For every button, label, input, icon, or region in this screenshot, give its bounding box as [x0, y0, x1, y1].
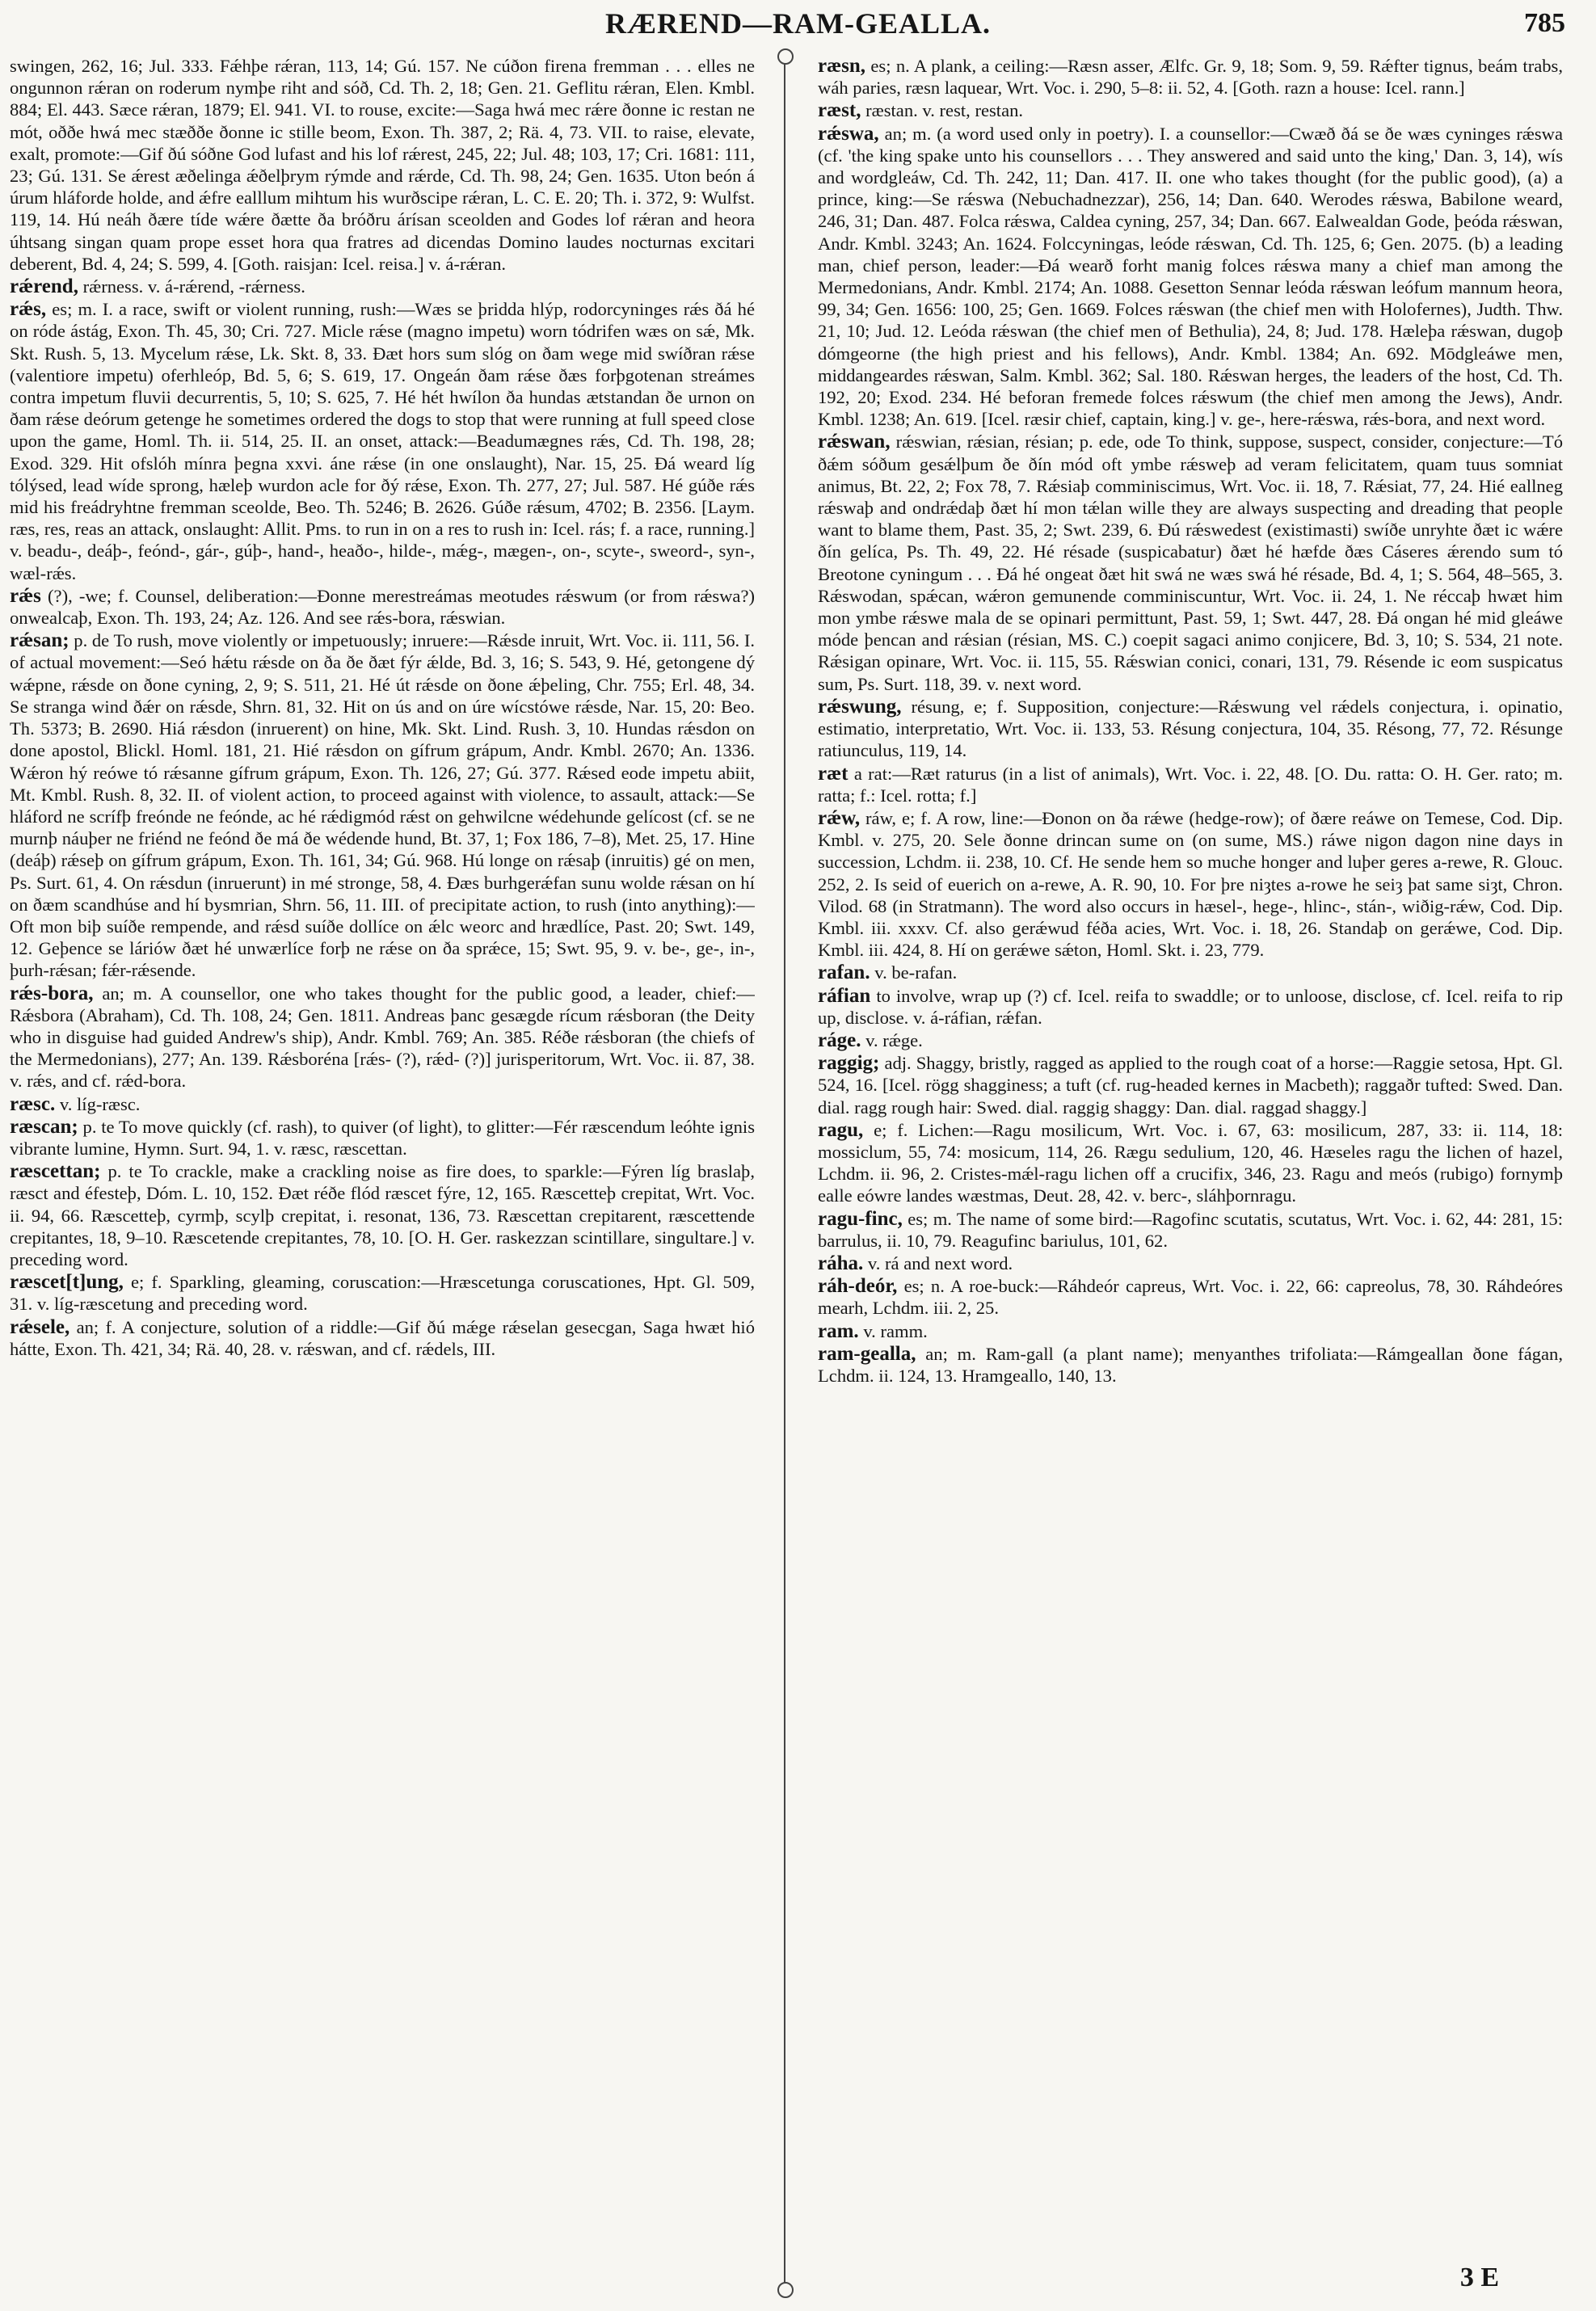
entry-headword: rǽs — [10, 584, 41, 607]
dictionary-entry — [10, 1316, 755, 1360]
entry-text: es; n. A plank, a ceiling:—Ræsn asser, Ælfc. Gr. 9, 18; Som. 9, 59. Rǽfter tignus, beám trabs, wáh paries, ræsn laquear, Wrt. Voc. i. 290, 5–8: ii. 52, 4. [Goth. razn a house: Icel. rann.] — [818, 56, 1563, 99]
entry-headword: rǽrend, — [10, 276, 78, 298]
entry-text: e; f. Lichen:—Ragu mosilicum, Wrt. Voc. i. 67, 63: mosilicum, 287, 33: ii. 114, 18: mossiclum, 55, 74: mosicum, 114, 26. Rægu sedulium, 120, 46. Hæseles ragu the lichen of hazel, Lchdm. ii. 96, 2. Cristes-mǽl-ragu lichen off a crucifix, 346, 23. Ragu and meós (rubigo) fornymþ ealle eówre landes wæstmas, Deut. 28, 42. v. berc-, sláhþornragu. — [818, 1119, 1563, 1206]
entry-headword: rǽsan; — [10, 629, 69, 652]
entry-text: p. te To move quickly (cf. rash), to quiver (of light), to glitter:—Fér ræscendum leóhte ignis vibrante lumine, Hymn. Surt. 94, 1. v. ræsc, ræscettan. — [10, 1116, 755, 1159]
entry-text: ræstan. v. rest, restan. — [865, 100, 1024, 121]
entry-text: (?), -we; f. Counsel, deliberation:—Ðonne merestreámas meotudes rǽswum (or from rǽswa?) onwealcaþ, Exon. Th. 193, 24; Az. 126. And see rǽs-bora, rǽswian. — [10, 585, 755, 629]
dictionary-entry — [818, 431, 1563, 694]
dictionary-entry — [818, 55, 1563, 99]
entry-headword: rǽswan, — [818, 431, 891, 453]
entry-text: an; m. (a word used only in poetry). I. a counsellor:—Cwæð ðá se ðe wæs cyninges rǽswa (cf. 'the king spake unto his counsellors . . . They answered and said unto the king,' Dan. 3, 14), wís and wordgleáw, Cd. Th. 242, 11; Dan. 417. II. one who takes thought (for the public good), (a) a prince, king:—Se rǽswa (Nebuchadnezzar), 256, 14; Dan. 640. Werodes rǽswa, Babilone weard, 246, 31; Dan. 487. Folca rǽswa, Caldea cyning, 257, 34; Dan. 667. Ealwealdan Gode, þeóda rǽswan, Andr. Kmbl. 3243; An. 1624. Folccyningas, leóde rǽswan, Cd. Th. 125, 6; Gen. 2075. (b) a leading man, chief person, leader:—Ðá wearð forht manig folces rǽswa many a chief man among the Mermedonians, Andr. Kmbl. 2174; An. 1088. Gesetton Sennar leóda rǽswan leófum mannum heora, 99, 34; Gen. 1656: 100, 25; Gen. 1669. Folces rǽswan (the chief men with Holofernes), Judth. Thw. 21, 10; Jud. 12. Leóda rǽswan (the chief men of Bethulia), 24, 8; Jud. 178. Hæleþa rǽswan, dugoþ dómgeorne (the high priest and his fellows), Andr. Kmbl. 1384; An. 692. Mōdgleáwe men, middangeardes rǽswan, Salm. Kmbl. 362; Sal. 180. Rǽswan herges, the leaders of the host, Cd. Th. 192, 20; Exod. 234. Hé beforan fremede folces rǽswum (the chief men among the Jews), Andr. Kmbl. 1238; An. 619. [Icel. ræsir chief, captain, king.] v. ge-, here-rǽswa, rǽs-bora, and next word. — [818, 123, 1563, 430]
entry-text: e; f. Sparkling, gleaming, coruscation:—Hræscetunga coruscationes, Hpt. Gl. 509, 31. v. líg-ræscetung and preceding word. — [10, 1272, 755, 1315]
entry-text: v. líg-ræsc. — [59, 1093, 141, 1114]
dictionary-entry — [818, 696, 1563, 762]
dictionary-entry — [818, 123, 1563, 431]
dictionary-entry — [818, 1252, 1563, 1274]
entry-headword: ram-gealla, — [818, 1342, 916, 1365]
entry-headword: ræscet[t]ung, — [10, 1271, 124, 1294]
column-rule-ornament-bottom — [777, 2282, 794, 2298]
dictionary-entry — [10, 629, 755, 981]
entry-headword: ráha. — [818, 1252, 864, 1274]
entry-text: an; m. A counsellor, one who takes thought for the public good, a leader, chief:—Rǽsbora (Abraham), Cd. Th. 108, 24; Gen. 1811. Andreas þanc gesægde rícum rǽsboran (the Deity who in disguise had guided Andrew's ship), Andr. Kmbl. 769; An. 385. Réðe rǽsboran (the chiefs of the Mermedonians), 277; An. 139. Rǽsboréna [rǽs- (?), rǽd- (?)] jurisperitorum, Wrt. Voc. ii. 87, 38. v. rǽs, and cf. rǽd-bora. — [10, 983, 755, 1092]
dictionary-entry — [818, 1343, 1563, 1387]
dictionary-entry — [818, 962, 1563, 983]
page-number: 785 — [1524, 8, 1565, 38]
dictionary-entry — [818, 1275, 1563, 1319]
dictionary-entry — [10, 983, 755, 1092]
entry-headword: ræscettan; — [10, 1160, 101, 1183]
entry-text: ráw, e; f. A row, line:—Ðonon on ða rǽwe (hedge-row); of ðære reáwe on Temese, Cod. Dip. Kmbl. v. 275, 20. Sele ðonne drincan sume on (on sume, MS.) ráwe nigon dagon nine days in succession, Lchdm. ii. 238, 10. Cf. He sende hem so muche honger and luþer geres a-rewe, R. Glouc. 252, 2. Is seid of euerich on a-rewe, A. R. 90, 10. For þre niȝtes a-rowe he seiȝ þat same siȝt, Chron. Vilod. 68 (in Stratmann). The word also occurs in hæsel-, hege-, hlinc-, stán-, wiðig-rǽw, Cod. Dip. Kmbl. iii. xxxv. Cf. also gerǽwud féða acies, Wrt. Voc. i. 18, 26. Standaþ on gerǽwe, Cod. Dip. Kmbl. iii. 424, 8. Hí on gerǽwe sǽton, Homl. Skt. i. 23, 779. — [818, 807, 1563, 961]
entry-headword: ragu, — [818, 1118, 864, 1141]
entry-headword: ram. — [818, 1320, 859, 1342]
dictionary-entry — [10, 1160, 755, 1270]
entry-text: rǽrness. v. á-rǽrend, -rǽrness. — [82, 276, 305, 297]
entry-text: es; n. A roe-buck:—Ráhdeór capreus, Wrt. Voc. i. 22, 66: capreolus, 78, 30. Ráhdeóres mearh, Lchdm. iii. 2, 25. — [818, 1276, 1563, 1319]
entry-headword: raggig; — [818, 1052, 880, 1075]
right-column — [818, 55, 1563, 2229]
entry-text: swingen, 262, 16; Jul. 333. Fǽhþe rǽran, 113, 14; Gú. 157. Ne cúðon firena fremman . . . elles ne ongunnon rǽran on roderum nymþe riht and sóð, Cd. Th. 2, 18; Gen. 21. Geflitu rǽran, Elen. Kmbl. 884; El. 443. Sæce rǽran, 1879; El. 941. VI. to rouse, excite:—Saga hwá mec rǽre ðonne ic restan ne mót, oððe hwá mec stæððe ðonne ic stille beom, Exon. Th. 387, 2; Rä. 4, 73. VII. to raise, elevate, exalt, promote:—Gif ðú sóðne God lufast and his lof rǽrest, 245, 22; Jul. 48; 103, 17; Cri. 1681: 111, 23; Gú. 131. Se ǽrest æðelinga ǽðelþrym rýmde and rǽrde, Cd. Th. 98, 24; Gen. 1635. Uton beón á úrum hláforde holde, and ǽfre ealllum mihtum his wurðscipe rǽran, L. C. E. 20; Th. i. 372, 9: Wulfst. 119, 14. Hú neáh ðære tíde wǽre ðætte ða bróðru árísan sceolden and Godes lof rǽran and heora úhtsang singan quam prope esset hora qua fratres ad dicendas Domino laudes nocturnas excitari deberent, Bd. 4, 24; S. 599, 4. [Goth. raisjan: Icel. reisa.] v. á-rǽran. — [10, 56, 755, 274]
dictionary-entry — [10, 585, 755, 629]
dictionary-entry — [10, 55, 755, 275]
dictionary-entry — [818, 99, 1563, 121]
dictionary-entry — [10, 1116, 755, 1160]
entry-headword: ráh-deór, — [818, 1275, 898, 1298]
entry-headword: ræst, — [818, 99, 861, 122]
entry-headword: rafan. — [818, 962, 870, 984]
left-column — [10, 55, 755, 2229]
entry-headword: rǽw, — [818, 806, 861, 829]
dictionary-entry — [818, 1320, 1563, 1342]
entry-text: a rat:—Ræt raturus (in a list of animals), Wrt. Voc. i. 22, 48. [O. Du. ratta: O. H. Ger. rato; m. ratta; f.: Icel. rotta; f.] — [818, 763, 1563, 806]
column-rule-ornament-top — [777, 48, 794, 65]
entry-text: rǽswian, rǽsian, résian; p. ede, ode To think, suppose, suspect, consider, conjecture:—Tó ðǽm sóðum gesǽlþum ðe ðín mód oft ymbe rǽsweþ ad veram felicitatem, quam tuus somniat animus, Bt. 22, 2; Fox 78, 7. Rǽsiaþ comminiscimus, Wrt. Voc. ii. 18, 7. Rǽsiat, 77, 24. Hié eallneg rǽswaþ and ondrǽdaþ ðæt hí mon tǽlan wille they are always suspecting and dreading that people want to blame them, Past. 35, 2; Swt. 239, 6. Ðú rǽswedest (existimasti) swíðe unryhte ðæt ic wǽre ðín gelíca, Ps. Th. 49, 22. Hé résade (suspicabatur) ðæt hé hæfde ðæs Cáseres ǽrendo sum tó Breotone cyningum . . . Ðá hé ongeat ðæt hit swá ne wæs swá hé résade, Bd. 4, 1; S. 564, 48–565, 3. Rǽswodan, spǽcan, wǽron gemunende comminiscuntur, Wrt. Voc. ii. 24, 1. Ne réccaþ hwæt him mon ymbe rǽswe mala de se opinari permittunt, Past. 59, 1; Swt. 447, 28. Ðá ongan hé mid gleáwe móde þencan and rǽsian (résian, MS. C.) coepit sagaci animo conjicere, Bd. 3, 10; S. 534, 21 note. Rǽsigan opinare, Wrt. Voc. ii. 115, 55. Rǽswian conici, conari, 131, 79. Résende ic eom suspicatus sum, Ps. Surt. 118, 39. v. next word. — [818, 431, 1563, 694]
dictionary-entry — [10, 276, 755, 297]
entry-headword: rǽswung, — [818, 695, 902, 718]
running-head: RÆREND—RAM-GEALLA. — [605, 7, 991, 40]
dictionary-entry — [10, 1271, 755, 1315]
signature-mark: 3 E — [1459, 2263, 1499, 2292]
entry-text: v. rá and next word. — [867, 1252, 1013, 1273]
entry-text: résung, e; f. Supposition, conjecture:—Rǽswung vel rǽdels conjectura, i. opinatio, estimatio, interpretatio, Wrt. Voc. ii. 133, 53. Résung conjectura, 104, 35. Résong, 77, 72. Résunge ratiunculus, 119, 14. — [818, 696, 1563, 761]
page-header — [0, 0, 1596, 45]
entry-text: an; f. A conjecture, solution of a riddle:—Gif ðú mǽge rǽselan gesecgan, Saga hwæt hió hátte, Exon. Th. 421, 34; Rä. 40, 28. v. rǽswan, and cf. rǽdels, III. — [10, 1316, 755, 1359]
entry-headword: rǽs, — [10, 298, 47, 321]
entry-headword: rǽsele, — [10, 1315, 70, 1338]
entry-text: es; m. The name of some bird:—Ragofinc scutatis, scutatus, Wrt. Voc. i. 62, 44: 281, 15: barrulus, ii. 10, 79. Reagufinc bariulus, 101, 62. — [818, 1208, 1563, 1251]
dictionary-entry — [818, 1052, 1563, 1118]
entry-text: v. be-rafan. — [874, 962, 958, 983]
entry-text: adj. Shaggy, bristly, ragged as applied to the rough coat of a horse:—Raggie setosa, Hpt. Gl. 524, 16. [Icel. rögg shagginess; a tuft (cf. rug-headed kernes in Macbeth); raggaðr tufted: Swed. Dan. dial. ragg rough hair: Swed. dial. raggig shaggy: Dan. dial. raggad shaggy.] — [818, 1053, 1563, 1118]
dictionary-entry — [818, 1208, 1563, 1252]
entry-text: es; m. I. a race, swift or violent running, rush:—Wæs se þridda hlýp, rodorcyninges rǽs ðá hé on róde ástág, Exon. Th. 45, 30; Cri. 727. Micle rǽse (magno impetu) worn tódrifen wæs on sǽ, Mk. Skt. Rush. 5, 13. Mycelum rǽse, Lk. Skt. 8, 33. Ðæt hors sum slóg on ðam wege mid swíðran rǽse (valentiore impetu) oferhleóp, Bd. 5, 6; S. 619, 17. Ongeán ðam rǽse ðæs forþgotenan streámes contra impetum fluvii decurrentis, 5, 10; S. 625, 7. Hé hét hwílon ða hundas ætstandan ðe urnon on ðam rǽse deórum getenge he sometimes ordered the dogs to stop that were running at full speed close upon the game, Homl. Th. ii. 514, 25. II. an onset, attack:—Beadumægnes rǽs, Cd. Th. 198, 28; Exod. 329. Hit ofslóh mínra þegna xxvi. áne rǽse (in one onslaught), Nar. 15, 25. Ðá weard líg tólýsed, lead wíde sprong, hæleþ wurdon acle for ðý rǽse, Exon. Th. 277, 27; Jul. 587. Hé gúðe rǽs mid his freádryhtne fremman sceolde, Beo. Th. 5246; B. 2626. Gúðe rǽsum, 4702; B. 2356. [Laym. ræs, res, reas an attack, onslaught: Allit. Pms. to run in on a res to rush in: Icel. rás; f. a race, running.] v. beadu-, deáþ-, feónd-, gár-, gúþ-, hand-, heaðo-, hilde-, mǽg-, mægen-, on-, scyte-, sweord-, syn-, wæl-rǽs. — [10, 299, 755, 583]
entry-text: v. ramm. — [863, 1320, 928, 1341]
entry-headword: rǽs-bora, — [10, 982, 94, 1004]
entry-headword: ræt — [818, 762, 849, 785]
dictionary-entry — [818, 763, 1563, 806]
entry-headword: ráge. — [818, 1029, 861, 1051]
dictionary-entry — [818, 985, 1563, 1029]
entry-text: v. rǽge. — [865, 1029, 923, 1050]
entry-text: to involve, wrap up (?) cf. Icel. reifa to swaddle; or to unloose, disclose, cf. Icel. reifa to rip up, disclose. v. á-ráfian, rǽfan. — [818, 985, 1563, 1028]
entry-headword: ræsn, — [818, 55, 866, 77]
entry-headword: ræscan; — [10, 1115, 78, 1138]
entry-text: an; m. Ram-gall (a plant name); menyanthes trifoliata:—Rámgeallan ðone fágan, Lchdm. ii. 124, 13. Hramgeallo, 140, 13. — [818, 1343, 1563, 1386]
dictionary-entry — [10, 298, 755, 584]
dictionary-entry — [818, 807, 1563, 961]
entry-text: p. te To crackle, make a crackling noise as fire does, to sparkle:—Fýren líg braslaþ, ræsct and éfesteþ, Dóm. L. 10, 152. Ðæt réðe flód ræscet fýre, 12, 165. Ræscetteþ crepitat, Wrt. Voc. ii. 94, 66. Ræscetteþ, cyrmþ, scylþ crepitat, i. resonat, 136, 73. Ræscettan crepitarent, ræscettende crepitantes, 18, 9–10. Ræscetende crepitantes, 78, 10. [O. H. Ger. raskezzan scintillare, singultare.] v. preceding word. — [10, 1161, 755, 1269]
column-rule — [784, 57, 785, 2287]
entry-headword: ráfian — [818, 984, 871, 1007]
dictionary-entry — [818, 1029, 1563, 1051]
entry-text: p. de To rush, move violently or impetuously; inruere:—Rǽsde inruit, Wrt. Voc. ii. 111, 56. I. of actual movement:—Seó hǽtu rǽsde on ða ðe ðæt fýr ǽlde, Bd. 3, 16; S. 543, 9. Hé, getongene dý wǽpne, rǽsde on ðone cyning, 2, 9; S. 511, 21. Hé út rǽsde on ðone ǽþeling, Chr. 755; Erl. 48, 34. Se stranga wind ðǽr on rǽsde, Shrn. 81, 32. Hit on ús and on úre wícstówe rǽsde, Nar. 15, 20: Beo. Th. 5373; B. 2690. Hiá rǽsdon (inruerent) on hine, Mk. Skt. Lind. Rush. 3, 10. Hundas rǽsdon on done apostol, Blickl. Homl. 181, 21. Hié rǽsdon on gífrum grápum, Andr. Kmbl. 2670; An. 1336. Wǽron hý reówe tó rǽsanne gífrum grápum, Exon. Th. 126, 27; Gú. 377. Rǽsed eode impetu abiit, Mt. Kmbl. Rush. 8, 32. II. of violent action, to proceed against with violence, to assault, attack:—Se hláford ne scrífþ freónde ne feónde, ac hé rǽdigmód rǽst on gehwilcne wédehunde gelícost (cf. se ne murnþ náuþer ne friénd ne feónd ðe má ðe wédende hund, Bt. 37, 1; Fox 186, 7–8), Met. 25, 17. Hine (deáþ) rǽseþ on gífrum grápum, Exon. Th. 161, 34; Gú. 968. Hú longe on rǽsaþ (inruitis) gé on men, Ps. Surt. 61, 4. On rǽsdun (inruerunt) in mé stronge, 58, 4. Ðæs burhgerǽfan sunu wolde rǽsan on hí on ðæm scandhúse and hí bysmrian, Shrn. 56, 11. III. of precipitate action, to rush (into anything):—Oft mon biþ suíðe rempende, and rǽsd suíðe dollíce on ǽlc weorc and hrædlíce, Past. 20; Swt. 149, 12. Geþence se láriów ðæt hé unwærlíce forþ ne rǽse on ða sprǽce, 15; Swt. 95, 9. v. be-, ge-, in-, þurh-rǽsan; fǽr-rǽsende. — [10, 630, 755, 981]
entry-headword: ræsc. — [10, 1092, 56, 1115]
dictionary-entry — [10, 1093, 755, 1115]
entry-headword: ragu-finc, — [818, 1207, 903, 1230]
dictionary-entry — [818, 1119, 1563, 1207]
entry-headword: rǽswa, — [818, 122, 879, 145]
